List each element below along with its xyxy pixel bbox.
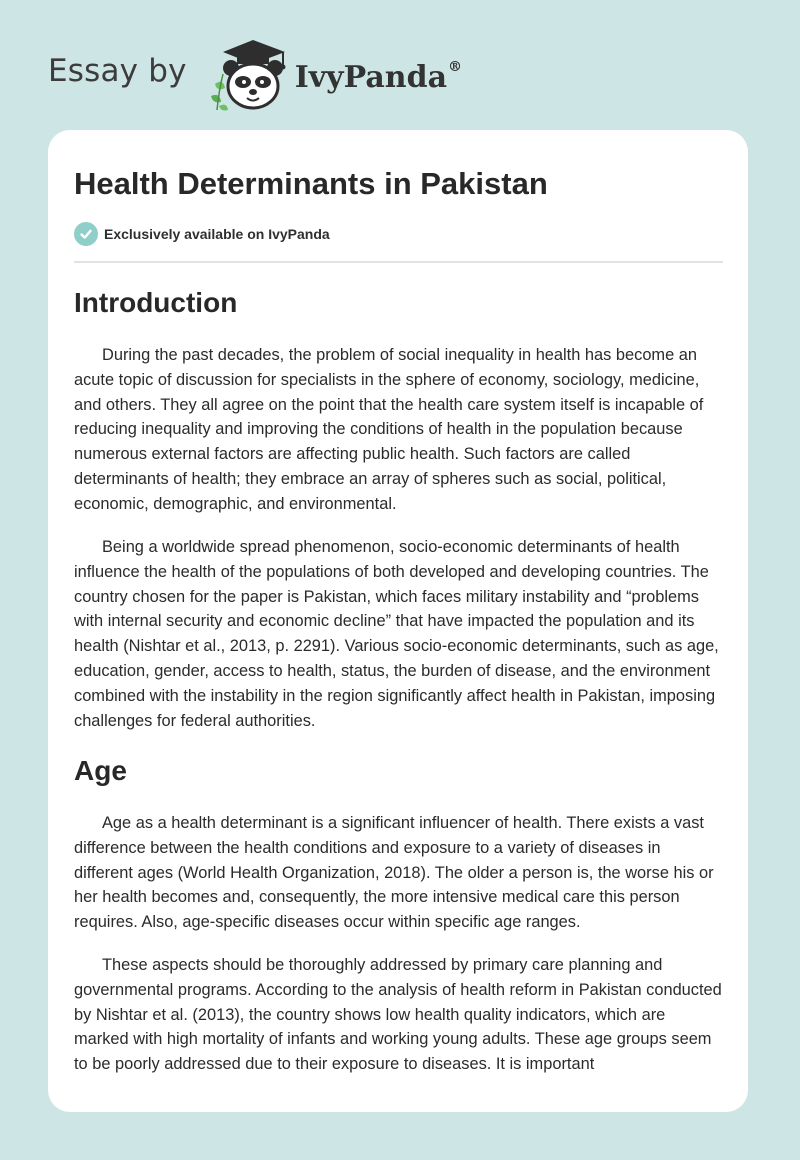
essay-card [48,130,748,1112]
paragraph: Being a worldwide spread phenomenon, socio-economic determinants of health influence the health of the populations of both developed and developing countries. The country chosen for the paper is Pakistan, which faces military instability and “problems with internal security and economic decline” that have impacted the population and its health (Nishtar et al., 2013, p. 2291). Various socio-economic determinants, such as age, education, gender, access to health, status, the burden of disease, and the environment combined with the instability in the region significantly affect health in Pakistan, imposing challenges for federal authorities. [74,538,719,730]
exclusive-label: Exclusively available on IvyPanda [104,226,330,242]
panda-mascot-icon [201,34,293,112]
ivypanda-logo[interactable] [201,36,462,112]
brand-name: IvyPanda® [294,59,463,95]
check-icon [74,222,98,246]
paragraph: During the past decades, the problem of social inequality in health has become an acute topic of discussion for specialists in the sphere of economy, sociology, medicine, and others. They all agree on the point that the health care system itself is incapable of reducing inequality and improving the conditions of health in the population because numerous external factors are affecting public health. Such factors are called determinants of health; they embrace an array of spheres such as social, political, economic, demographic, and environmental. [74,346,704,513]
section-heading-age: Age [74,755,127,786]
essay-by-label: Essay by [48,53,187,89]
paragraph: Age as a health determinant is a significant influencer of health. There exists a vast difference between the health conditions and exposure to a variety of diseases in different ages (World Health Organization, 2018). The older a person is, the worse his or her health becomes and, consequently, the more intensive medical care this person requires. Also, age-specific diseases occur within specific age ranges. [74,814,714,932]
divider [74,261,723,263]
exclusive-badge [74,222,330,246]
paragraph: These aspects should be thoroughly addressed by primary care planning and governmental programs. According to the analysis of health reform in Pakistan conducted by Nishtar et al. (2013), the country shows low health quality indicators, which are marked with high mortality of infants and working young adults. These age groups seem to be poorly addressed due to their exposure to diseases. It is important [74,956,722,1074]
section-heading-introduction: Introduction [74,287,238,318]
site-header [48,34,462,114]
page-title: Health Determinants in Pakistan [74,166,548,201]
